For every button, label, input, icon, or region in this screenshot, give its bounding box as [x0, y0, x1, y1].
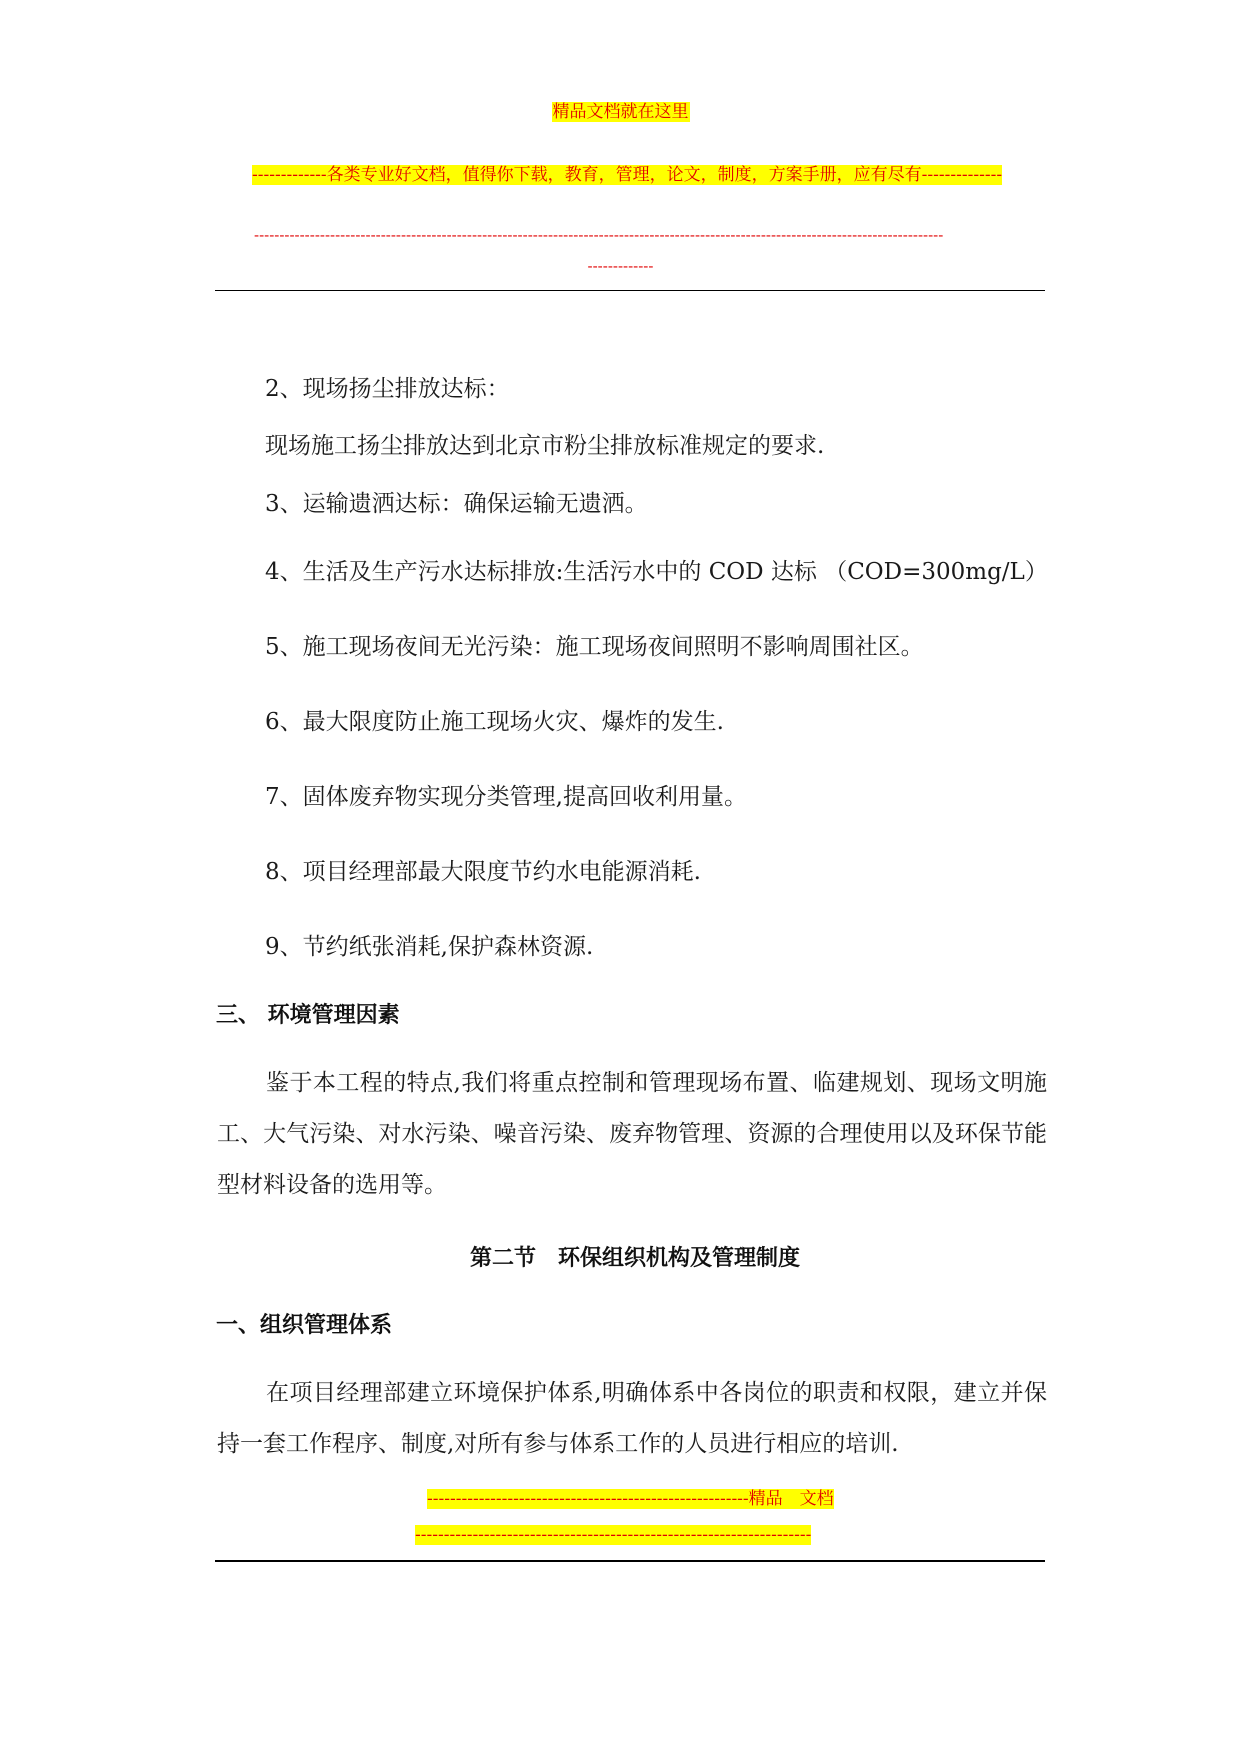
item-2: 2、现场扬尘排放达标：: [265, 376, 510, 402]
header-title-text: 精品文档就在这里: [552, 102, 689, 122]
header-rule: [215, 290, 1045, 291]
header-dashes-line2: -------------: [587, 257, 654, 275]
item-7: 7、固体废弃物实现分类管理,提高回收利用量。: [265, 784, 747, 810]
subsection-1-heading: 一、组织管理体系: [216, 1313, 393, 1338]
header-promo: [252, 163, 1002, 187]
section-3-paragraph: 鉴于本工程的特点,我们将重点控制和管理现场布置、临建规划、现场文明施工、大气污染、对水污染、噪音污染、废弃物管理、资源的合理使用以及环保节能型材料设备的选用等。: [217, 1070, 1047, 1198]
subsection-1-paragraph: 在项目经理部建立环境保护体系,明确体系中各岗位的职责和权限，建立并保持一套工作程序、制度,对所有参与体系工作的人员进行相应的培训.: [217, 1380, 1047, 1457]
item-4: 4、生活及生产污水达标排放:生活污水中的 COD 达标 （COD=300mg/L）: [265, 559, 1048, 585]
section-title: 第二节 环保组织机构及管理制度: [470, 1246, 801, 1271]
item-8: 8、项目经理部最大限度节约水电能源消耗.: [265, 859, 701, 885]
footer-line2: [415, 1523, 811, 1547]
item-6: 6、最大限度防止施工现场火灾、爆炸的发生.: [265, 709, 724, 735]
footer-rule: [215, 1560, 1045, 1562]
header-title: [0, 100, 1241, 124]
item-3: 3、运输遗洒达标：确保运输无遗洒。: [265, 491, 648, 517]
footer-line2-text: ---------------------------------------------------------------------: [415, 1525, 812, 1545]
footer-line1: [427, 1487, 834, 1511]
item-9: 9、节约纸张消耗,保护森林资源.: [265, 934, 594, 960]
header-promo-text: -------------各类专业好文档，值得你下载，教育，管理，论文，制度，方案手册，应有尽有--------------: [252, 165, 1003, 185]
item-5: 5、施工现场夜间无光污染：施工现场夜间照明不影响周围社区。: [265, 634, 924, 660]
footer-line1-text: --------------------------------------------------------精品 文档: [427, 1489, 834, 1509]
section-3-heading: 三、 环境管理因素: [216, 1003, 400, 1028]
item-2-detail: 现场施工扬尘排放达到北京市粉尘排放标准规定的要求.: [265, 433, 825, 459]
header-dashes-line1: ----------------------------------------------------------------------------------------------------------------------------------------: [254, 226, 944, 244]
